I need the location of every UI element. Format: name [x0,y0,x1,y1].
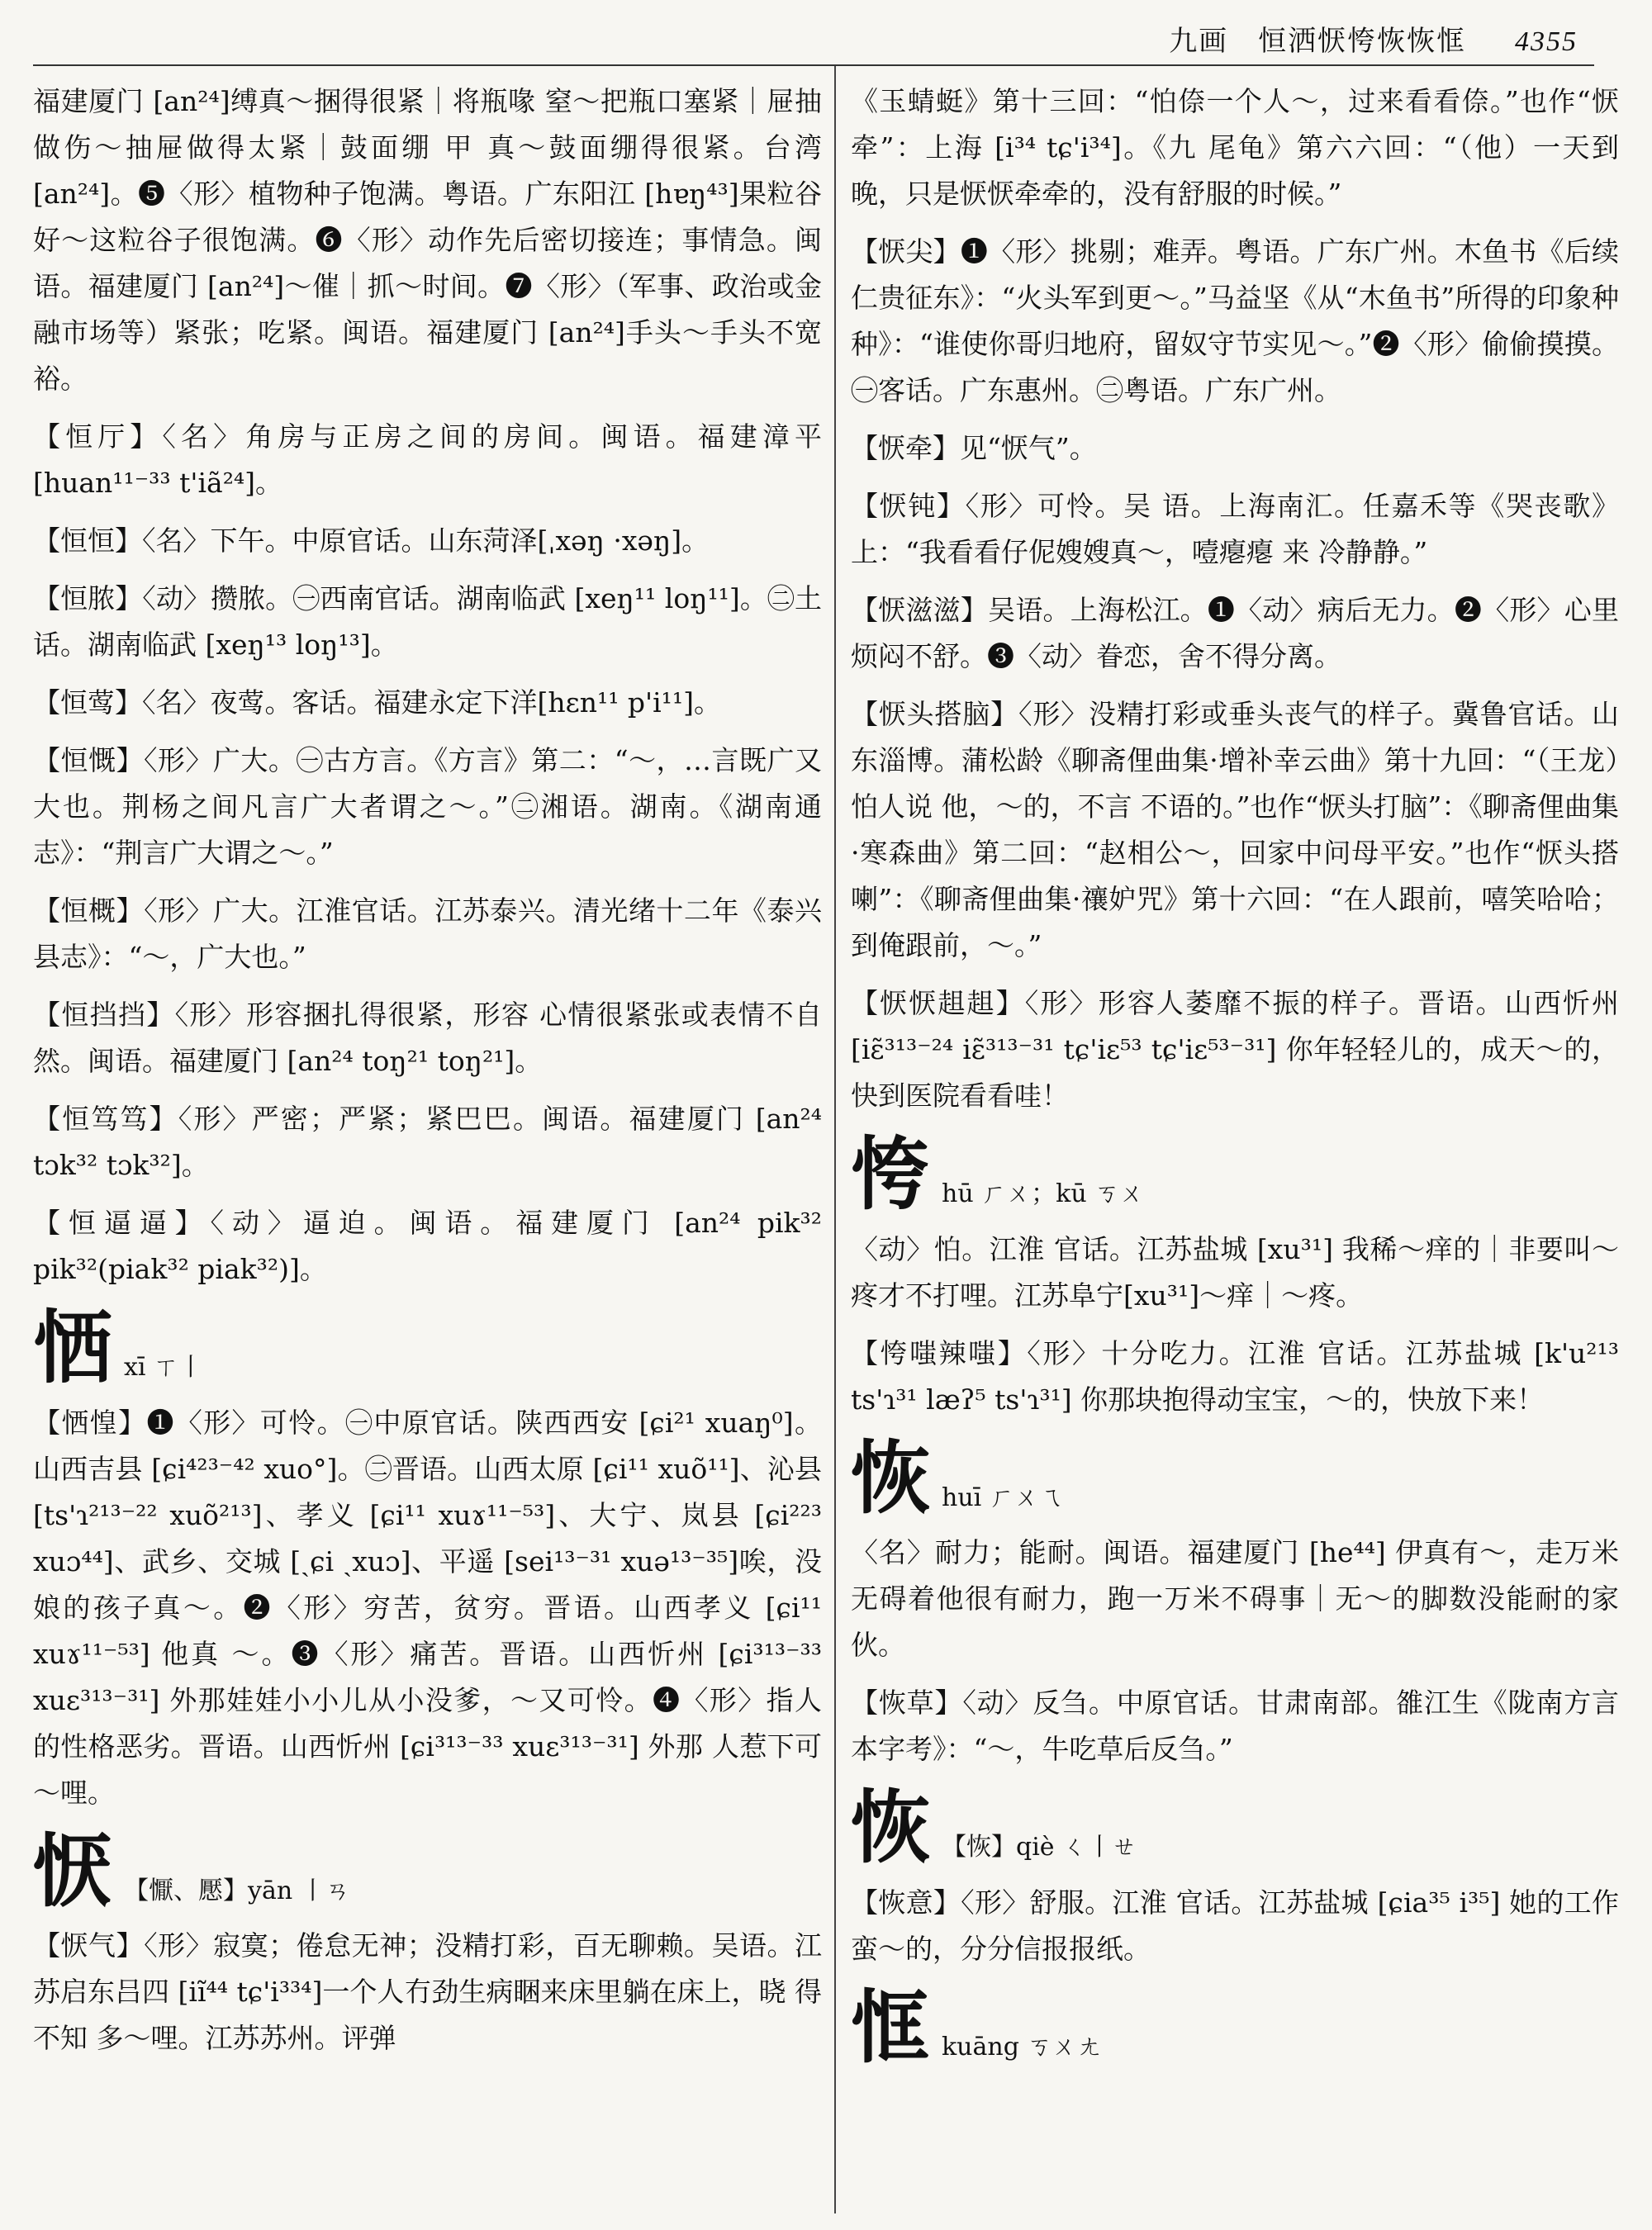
headword-pinyin: xī ㄒ丨 [124,1353,204,1382]
dictionary-entry: 【恹牵】见“恹气”。 [851,432,1097,464]
dictionary-entry: 【恹恹趄趄】〈形〉形容人萎靡不振的样子。晋语。山西忻州[iɛ̃³¹³⁻²⁴ iɛ̃³¹³⁻³¹ tɕ'iɛ⁵³ tɕ'iɛ⁵³⁻³¹] 你年轻轻儿的，成天～的，快到医院看看哇！ [851,987,1619,1112]
dictionary-entry: 【恢意】〈形〉舒服。江淮 官话。江苏盐城 [ɕia³⁵ i³⁵] 她的工作蛮～的，分分信报报纸。 [851,1886,1619,1965]
dictionary-entry: 【恗嗤辣嗤】〈形〉十分吃力。江淮 官话。江苏盐城 [k'u²¹³ ts'ɿ³¹ læʔ⁵ ts'ɿ³¹] 你那块抱得动宝宝，～的，快放下来！ [851,1336,1619,1416]
headword-char: 恹 [33,1824,112,1918]
dictionary-entry: 【恒恒】〈名〉下午。中原官话。山东菏泽[ˌxəŋ ·xəŋ]。 [33,524,710,557]
page-header [1169,18,1578,59]
headword-char: 恓 [33,1301,112,1394]
headword [33,1301,822,1394]
headword-char: 恇 [851,1980,930,2074]
dictionary-entry: 【恒脓】〈动〉攒脓。㊀西南官话。湖南临武 [xeŋ¹¹ loŋ¹¹]。㊁土话。湖南临武 [xeŋ¹³ loŋ¹³]。 [33,582,822,661]
headword-pinyin: huī ㄏㄨㄟ [942,1483,1064,1512]
dictionary-entry: 【恹气】〈形〉寂寞；倦怠无神；没精打彩，百无聊赖。吴语。江苏启东吕四 [iĩ⁴⁴ tɕ'i³³⁴]一个人冇劲生病睏来床里躺在床上，晓 得不知 多～哩。江苏苏州。评弹 [33,1929,822,2055]
headword-pinyin: 【懨、懕】yān 丨ㄢ [124,1876,350,1905]
dictionary-entry: 【恹头搭脑】〈形〉没精打彩或垂头丧气的样子。冀鲁官话。山东淄博。蒲松龄《聊斋俚曲集·增补幸云曲》第十九回：“（王龙）怕人说 他，～的，不言 不语的。”也作“恹头打脑”：《聊斋俚曲集·寒森曲》第二回：“赵相公～，回家中问母平安。”也作“恹头搭喇”：《聊斋俚曲集·禳妒咒》第十六回：“在人跟前，嘻笑哈哈；到俺跟前，～。” [851,698,1619,961]
dictionary-entry: 〈名〉耐力；能耐。闽语。福建厦门 [he⁴⁴] 伊真有～，走万米无碍着他很有耐力，跑一万米不碍事｜无～的脚数没能耐的家伙。 [851,1536,1619,1662]
section-title: 九画 恒洒恹恗恢恢恇 [1169,25,1467,58]
headword-char: 恗 [851,1127,930,1221]
headword-pinyin: kuāng ㄎㄨㄤ [942,2032,1102,2062]
headword [851,1431,1619,1525]
headword-pinyin: hū ㄏㄨ；kū ㄎㄨ [942,1179,1145,1208]
dictionary-entry: 〈动〉怕。江淮 官话。江苏盐城 [xu³¹] 我稀～痒的｜非要叫～疼才不打哩。江苏阜宁[xu³¹]～痒｜～疼。 [851,1232,1619,1312]
headword [851,1980,1619,2074]
dictionary-entry: 【恹滋滋】吴语。上海松江。❶〈动〉病后无力。❷〈形〉心里烦闷不舒。❸〈动〉眷恋，舍不得分离。 [851,594,1619,672]
dictionary-entry: 【恒概】〈形〉广大。江淮官话。江苏泰兴。清光绪十二年《泰兴县志》：“～，广大也。” [33,894,822,973]
headword [33,1824,822,1918]
dictionary-entry: 【恓惶】❶〈形〉可怜。㊀中原官话。陕西西安 [ɕi²¹ xuaŋ⁰]。山西吉县 [ɕi⁴²³⁻⁴² xuo°]。㊁晋语。山西太原 [ɕi¹¹ xuõ¹¹]、沁县 [ts'ɿ²¹³⁻²² xuõ²¹³]、孝义 [ɕi¹¹ xuɤ¹¹⁻⁵³]、大宁、岚县 [ɕi²²³ xuɔ⁴⁴]、武乡、交城 [ˏɕi ˏxuɔ]、平遥 [sei¹³⁻³¹ xuə¹³⁻³⁵]唉，没娘的孩子真～。❷〈形〉穷苦，贫穷。晋语。山西孝义 [ɕi¹¹ xuɤ¹¹⁻⁵³] 他真 ～。❸〈形〉痛苦。晋语。山西忻州 [ɕi³¹³⁻³³ xuɛ³¹³⁻³¹] 外那娃娃小小儿从小没爹，～又可怜。❹〈形〉指人的性格恶劣。晋语。山西忻州 [ɕi³¹³⁻³³ xuɛ³¹³⁻³¹] 外那 人惹下可～哩。 [33,1406,822,1809]
dictionary-entry: 【恒厅】〈名〉角房与正房之间的房间。闽语。福建漳平 [huan¹¹⁻³³ t'iã²⁴]。 [33,420,822,499]
dictionary-entry: 【恒慨】〈形〉广大。㊀古方言。《方言》第二：“～，…言既广又大也。荆杨之间凡言广大者谓之～。”㊁湘语。湖南。《湖南通志》：“荆言广大谓之～。” [33,744,822,869]
dictionary-entry: 【恒笃笃】〈形〉严密；严紧；紧巴巴。闽语。福建厦门 [an²⁴ tɔk³² tɔk³²]。 [33,1103,822,1181]
dictionary-entry: 福建厦门 [an²⁴]缚真～捆得很紧｜将瓶喙 窒～把瓶口塞紧｜屉抽做伤～抽屉做得太紧｜鼓面绷 甲 真～鼓面绷得很紧。台湾 [an²⁴]。❺〈形〉植物种子饱满。粤语。广东阳江 [hɐŋ⁴³]果粒谷好～这粒谷子很饱满。❻〈形〉动作先后密切接连；事情急。闽语。福建厦门 [an²⁴]～催｜抓～时间。❼〈形〉（军事、政治或金融市场等）紧张；吃紧。闽语。福建厦门 [an²⁴]手头～手头不宽裕。 [33,85,822,395]
headword-pinyin: 【恢】qiè ㄑ丨ㄝ [942,1833,1137,1862]
left-column [33,78,822,2073]
dictionary-entry: 【恹尖】❶〈形〉挑剔；难弄。粤语。广东广州。木鱼书《后续仁贵征东》：“火头军到更～。”马益坚《从“木鱼书”所得的印象种种》：“谁使你哥归地府，留奴守节实见～。”❷〈形〉偷偷摸摸。㊀客话。广东惠州。㊁粤语。广东广州。 [851,235,1619,406]
dictionary-entry: 【恢草】〈动〉反刍。中原官话。甘肃南部。雒江生《陇南方言本字考》：“～，牛吃草后反刍。” [851,1687,1619,1766]
headword [851,1127,1619,1221]
headword-char: 恢 [851,1431,930,1525]
dictionary-entry: 【恒挡挡】〈形〉形容捆扎得很紧，形容 心情很紧张或表情不自然。闽语。福建厦门 [an²⁴ toŋ²¹ toŋ²¹]。 [33,999,822,1077]
column-divider [834,66,836,2213]
headword [851,1781,1619,1875]
dictionary-entry: 《玉蜻蜓》第十三回：“怕倷一个人～，过来看看倷。”也作“恹牵”：上海 [i³⁴ tɕ'i³⁴]。《九 尾龟》第六六回：“（他）一天到晚，只是恹恹牵牵的，没有舒服的时候。” [851,85,1619,210]
dictionary-entry: 【恒逼逼】〈动〉逼迫。闽语。福建厦门 [an²⁴ pik³² pik³²(piak³² piak³²)]。 [33,1207,822,1285]
dictionary-entry: 【恒莺】〈名〉夜莺。客话。福建永定下洋[hɛn¹¹ p'i¹¹]。 [33,686,722,719]
header-rule [33,64,1594,66]
headword-char: 恢 [851,1781,930,1875]
dictionary-entry: 【恹钝】〈形〉可怜。吴 语。上海南汇。任嘉禾等《哭丧歌》上：“我看看仔伲嫂嫂真～，噎瘪瘪 来 冷静静。” [851,490,1619,568]
page-number: 4355 [1515,26,1578,57]
right-column [851,78,1619,2079]
